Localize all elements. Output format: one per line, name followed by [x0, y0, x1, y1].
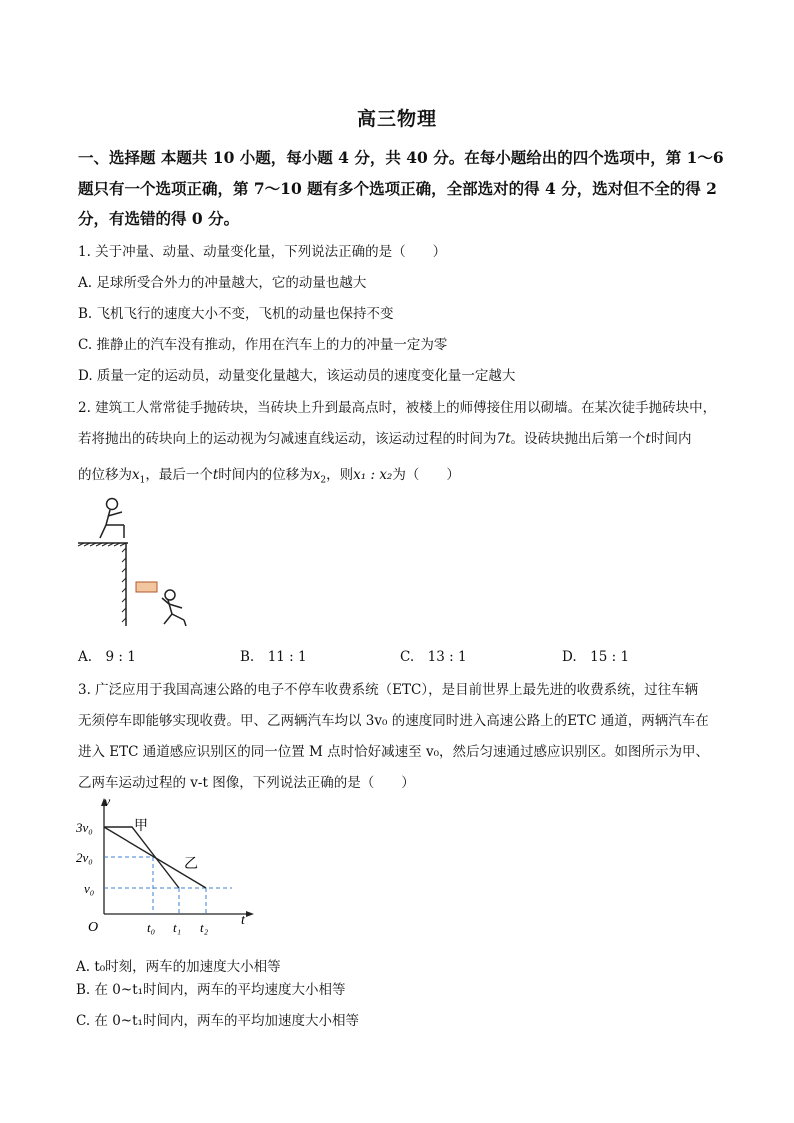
- q2-text: 若将抛出的砖块向上的运动视为匀减速直线运动，该运动过程的时间为: [78, 431, 497, 447]
- q2-line-2: [78, 427, 691, 447]
- page-title: 高三物理: [356, 108, 437, 130]
- q3-line-3: 进入 ETC 通道感应识别区的同一位置 M 点时恰好减速至 v₀，然后匀速通过感应识别区。如图所示为甲、: [78, 744, 710, 760]
- legend-jia: 甲: [134, 819, 148, 834]
- brick: [136, 582, 157, 592]
- x-tick-t2: t₂: [200, 920, 209, 935]
- origin-label: O: [88, 920, 99, 935]
- q2-var-x: x: [312, 467, 321, 483]
- q2-sub: 1: [139, 475, 146, 486]
- y-tick-v0: v₀: [84, 881, 95, 896]
- thrower-figure: [162, 590, 186, 626]
- legend-yi: 乙: [184, 857, 198, 872]
- wall: [122, 543, 126, 626]
- q2-sub: 2: [320, 475, 327, 486]
- q2-text: ，则: [326, 467, 354, 483]
- section-header-line-2: 题只有一个选项正确，第 7～10 题有多个选项正确，全部选对的得 4 分，选对但不全的得 2: [78, 179, 717, 198]
- q1-option-a: A. 足球所受合外力的冲量越大，它的动量也越大: [78, 275, 367, 291]
- q2-var-7t: 7t: [496, 431, 511, 447]
- q3-line-2: 无须停车即能够实现收费。甲、乙两辆汽车均以 3v₀ 的速度同时进入高速公路上的ETC 通道，两辆汽车在: [78, 713, 709, 729]
- q2-line-1: 2. 建筑工人常常徒手抛砖块，当砖块上升到最高点时，被楼上的师傅接住用以砌墙。在某次徒手抛砖块中，: [78, 400, 717, 416]
- q2-option-a: A. 9 : 1: [78, 649, 136, 665]
- q2-text: ，最后一个: [145, 467, 213, 483]
- q2-text: 为（ ）: [392, 467, 460, 483]
- y-axis-label: v: [104, 795, 111, 810]
- x-axis-arrow: [246, 911, 254, 917]
- y-tick-2v0: 2v₀: [76, 850, 93, 865]
- q1-stem: 1. 关于冲量、动量、动量变化量，下列说法正确的是（ ）: [78, 244, 447, 260]
- vt-chart: [74, 792, 260, 944]
- upper-worker-figure: [100, 499, 124, 539]
- floor-ledge: [78, 543, 128, 546]
- q2-text: 时间内: [650, 431, 692, 447]
- q3-line-4: 乙两车运动过程的 v-t 图像，下列说法正确的是（ ）: [78, 775, 415, 791]
- x-tick-t0: t₀: [147, 920, 156, 935]
- section-header-line-1: 一、选择题 本题共 10 小题，每小题 4 分，共 40 分。在每小题给出的四个选项中，第 1～6: [78, 148, 724, 167]
- q2-option-d: D. 15 : 1: [562, 649, 630, 665]
- q2-option-c: C. 13 : 1: [400, 649, 467, 665]
- q2-text: 时间内的位移为: [218, 467, 313, 483]
- x-axis-label: t: [241, 913, 245, 928]
- q2-ratio: x₁ : x₂: [353, 467, 393, 483]
- q3-option-a: A. t₀时刻，两车的加速度大小相等: [76, 959, 281, 975]
- q2-var-t: t: [212, 467, 219, 483]
- q2-line-3: [78, 463, 460, 486]
- y-tick-3v0: 3v₀: [76, 820, 93, 835]
- q3-option-c: C. 在 0~t₁时间内，两车的平均加速度大小相等: [76, 1013, 359, 1029]
- q1-option-d: D. 质量一定的运动员，动量变化量越大，该运动员的速度变化量一定越大: [78, 368, 516, 384]
- q1-option-b: B. 飞机飞行的速度大小不变，飞机的动量也保持不变: [78, 306, 394, 322]
- q3-line-1: 3. 广泛应用于我国高速公路的电子不停车收费系统（ETC），是目前世界上最先进的收费系统，过往车辆: [78, 682, 699, 698]
- q2-var-x: x: [132, 467, 140, 483]
- x-tick-t1: t₁: [173, 920, 182, 935]
- q3-option-b: B. 在 0~t₁时间内，两车的平均速度大小相等: [76, 982, 346, 998]
- q2-text: 的位移为: [78, 467, 132, 483]
- q2-var-t: t: [645, 431, 651, 447]
- q2-option-b: B. 11 : 1: [240, 649, 307, 665]
- q2-text: 。设砖块抛出后第一个: [510, 431, 646, 447]
- q1-option-c: C. 推静止的汽车没有推动，作用在汽车上的力的冲量一定为零: [78, 337, 448, 353]
- section-header-line-3: 分，有选错的得 0 分。: [78, 209, 240, 228]
- q2-figure: [70, 490, 210, 632]
